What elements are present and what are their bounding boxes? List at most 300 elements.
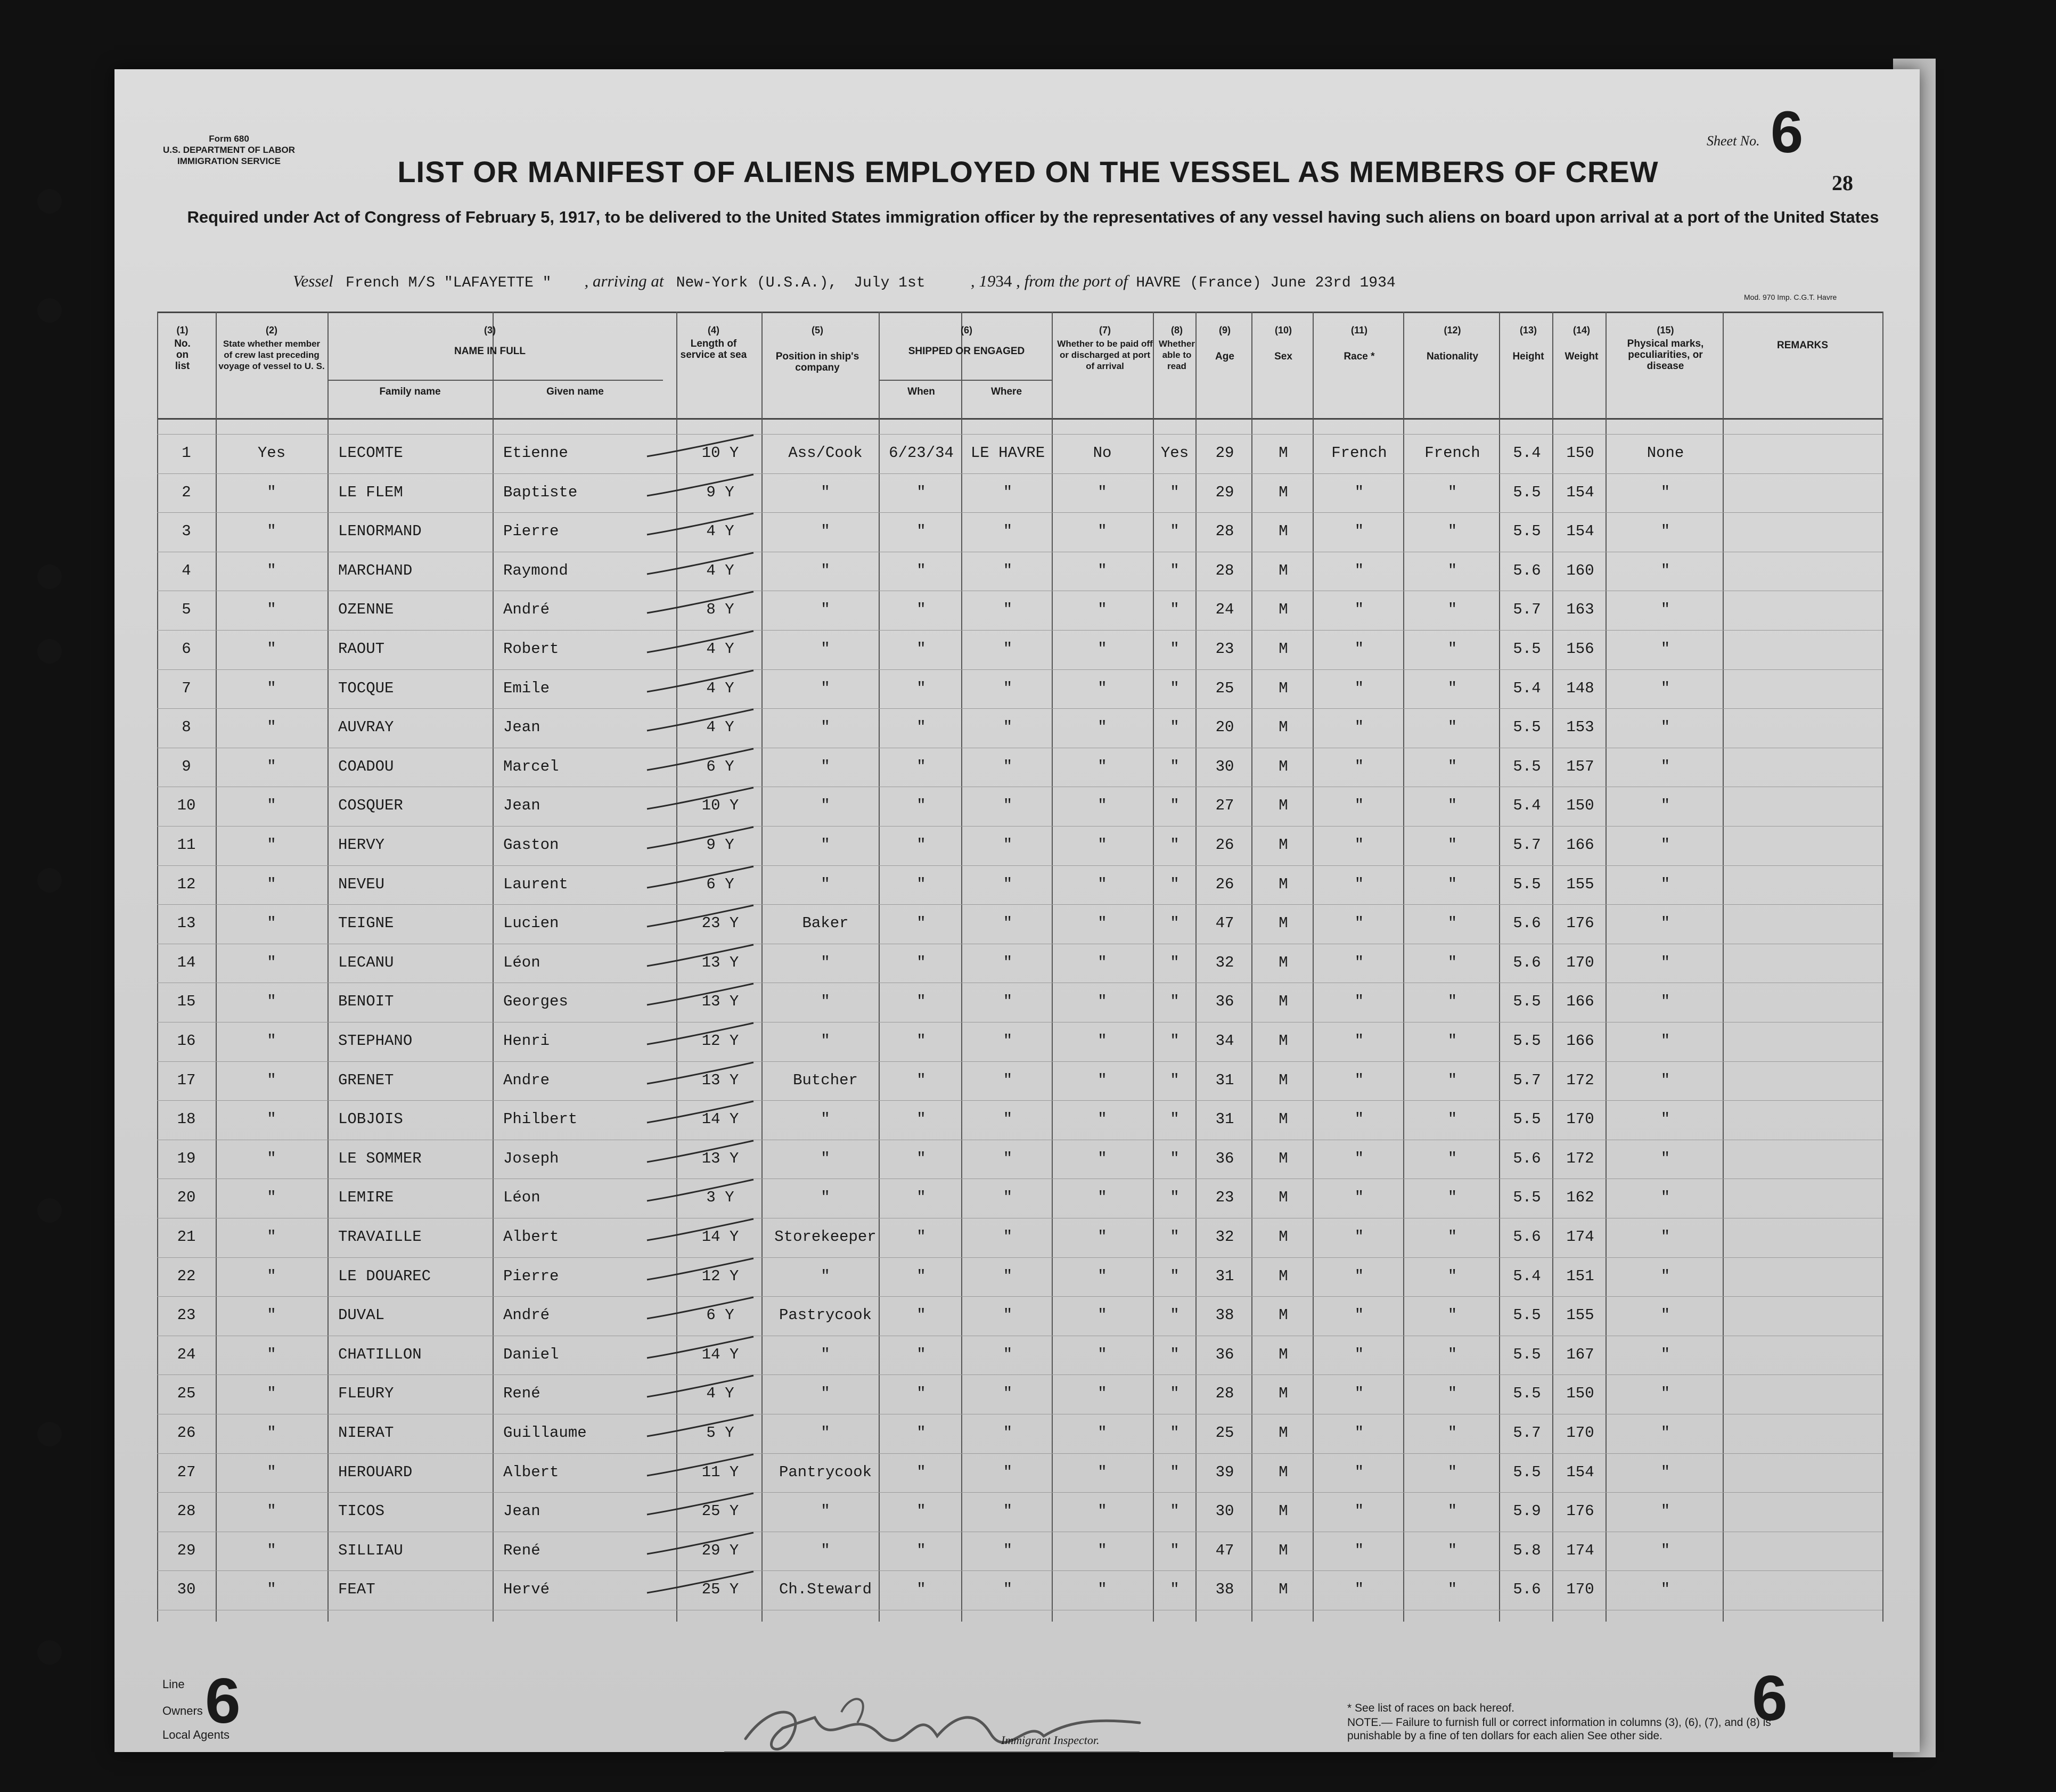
cell-paid-off: " — [1097, 1071, 1107, 1089]
cell-sex: M — [1279, 1345, 1288, 1363]
cell-able-to-read: " — [1170, 1541, 1179, 1559]
header-position: (5) Position in ship's company — [775, 325, 859, 373]
cell-able-to-read: " — [1170, 483, 1179, 501]
cell-race: " — [1354, 483, 1364, 501]
cell-shipped-where: " — [1003, 679, 1013, 697]
cell-family-name: LEMIRE — [338, 1189, 394, 1207]
cell-physical-marks: " — [1660, 561, 1670, 579]
cell-paid-off: " — [1097, 1306, 1107, 1324]
cell-able-to-read: " — [1170, 797, 1179, 815]
cell-able-to-read: " — [1170, 993, 1179, 1011]
inspector-label: Immigrant Inspector. — [1001, 1733, 1100, 1747]
cell-weight: 166 — [1566, 836, 1594, 854]
cell-length-of-service: 14 Y — [701, 1110, 739, 1128]
cell-row-number: 5 — [182, 601, 191, 619]
cell-paid-off: " — [1097, 1228, 1107, 1246]
cell-weight: 170 — [1566, 953, 1594, 971]
cell-age: 23 — [1215, 1189, 1234, 1207]
cell-given-name: Pierre — [503, 522, 559, 541]
cell-physical-marks: " — [1660, 1267, 1670, 1285]
line-label: Line — [162, 1678, 185, 1691]
cell-age: 34 — [1215, 1032, 1234, 1050]
header-able-to-read: (8) Whether able to read — [1159, 325, 1195, 371]
cell-age: 36 — [1215, 993, 1234, 1011]
cell-height: 5.7 — [1513, 601, 1541, 619]
cell-family-name: TRAVAILLE — [338, 1228, 422, 1246]
sheet-number: 6 — [1771, 100, 1804, 165]
cell-length-of-service: 5 Y — [706, 1424, 734, 1442]
cell-last-voyage: " — [267, 1267, 276, 1285]
cell-race: " — [1354, 522, 1364, 541]
cell-last-voyage: " — [267, 1306, 276, 1324]
cell-height: 5.7 — [1513, 836, 1541, 854]
cell-race: " — [1354, 953, 1364, 971]
cell-physical-marks: " — [1660, 718, 1670, 737]
cell-last-voyage: " — [267, 914, 276, 932]
cell-sex: M — [1279, 875, 1288, 893]
cell-given-name: Baptiste — [503, 483, 578, 501]
cell-paid-off: " — [1097, 914, 1107, 932]
cell-age: 47 — [1215, 914, 1234, 932]
cell-weight: 150 — [1566, 797, 1594, 815]
cell-race: " — [1354, 1032, 1364, 1050]
cell-shipped-where: " — [1003, 1541, 1013, 1559]
cell-race: " — [1354, 1502, 1364, 1520]
cell-length-of-service: 6 Y — [706, 757, 734, 775]
cell-age: 28 — [1215, 561, 1234, 579]
cell-weight: 170 — [1566, 1424, 1594, 1442]
cell-physical-marks: None — [1647, 444, 1684, 462]
cell-length-of-service: 12 Y — [701, 1032, 739, 1050]
cell-last-voyage: " — [267, 1581, 276, 1599]
cell-family-name: AUVRAY — [338, 718, 394, 737]
cell-race: " — [1354, 718, 1364, 737]
cell-race: " — [1354, 1385, 1364, 1403]
cell-age: 28 — [1215, 1385, 1234, 1403]
cell-age: 29 — [1215, 444, 1234, 462]
cell-shipped-when: " — [916, 1189, 926, 1207]
check-mark-icon — [642, 1215, 759, 1247]
cell-able-to-read: " — [1170, 1071, 1179, 1089]
cell-given-name: Andre — [503, 1071, 550, 1089]
check-mark-icon — [642, 1058, 759, 1090]
check-mark-icon — [642, 1371, 759, 1403]
cell-weight: 150 — [1566, 444, 1594, 462]
check-mark-icon — [642, 705, 759, 737]
cell-sex: M — [1279, 522, 1288, 541]
cell-family-name: CHATILLON — [338, 1345, 422, 1363]
cell-paid-off: " — [1097, 718, 1107, 737]
cell-sex: M — [1279, 757, 1288, 775]
cell-last-voyage: " — [267, 561, 276, 579]
cell-sex: M — [1279, 797, 1288, 815]
cell-height: 5.6 — [1513, 561, 1541, 579]
cell-height: 5.5 — [1513, 1189, 1541, 1207]
cell-position: " — [821, 1502, 830, 1520]
punch-hole — [37, 1422, 62, 1446]
cell-given-name: Raymond — [503, 561, 568, 579]
cell-race: " — [1354, 757, 1364, 775]
check-mark-icon — [642, 783, 759, 815]
cell-row-number: 14 — [177, 953, 196, 971]
cell-position: " — [821, 1345, 830, 1363]
cell-family-name: LE DOUAREC — [338, 1267, 431, 1285]
cell-last-voyage: " — [267, 797, 276, 815]
cell-age: 32 — [1215, 1228, 1234, 1246]
cell-height: 5.7 — [1513, 1071, 1541, 1089]
cell-row-number: 13 — [177, 914, 196, 932]
cell-given-name: Lucien — [503, 914, 559, 932]
cell-family-name: NIERAT — [338, 1424, 394, 1442]
check-mark-icon — [642, 862, 759, 894]
cell-able-to-read: " — [1170, 1385, 1179, 1403]
check-mark-icon — [642, 744, 759, 776]
cell-nationality: " — [1447, 1149, 1457, 1167]
cell-weight: 162 — [1566, 1189, 1594, 1207]
cell-position: " — [821, 1541, 830, 1559]
cell-length-of-service: 4 Y — [706, 718, 734, 737]
cell-physical-marks: " — [1660, 601, 1670, 619]
cell-sex: M — [1279, 1541, 1288, 1559]
cell-paid-off: " — [1097, 1032, 1107, 1050]
cell-family-name: HERVY — [338, 836, 385, 854]
cell-physical-marks: " — [1660, 797, 1670, 815]
cell-able-to-read: " — [1170, 1463, 1179, 1481]
year-label: , 19 — [970, 272, 996, 290]
cell-paid-off: " — [1097, 1581, 1107, 1599]
cell-last-voyage: " — [267, 1463, 276, 1481]
cell-row-number: 12 — [177, 875, 196, 893]
cell-height: 5.5 — [1513, 1306, 1541, 1324]
cell-able-to-read: " — [1170, 757, 1179, 775]
header-weight: (14) Weight — [1564, 325, 1599, 362]
cell-given-name: Jean — [503, 718, 540, 737]
cell-shipped-when: " — [916, 1149, 926, 1167]
cell-sex: M — [1279, 1385, 1288, 1403]
cell-nationality: " — [1447, 1345, 1457, 1363]
inspector-signature — [724, 1685, 1150, 1760]
cell-given-name: Daniel — [503, 1345, 559, 1363]
cell-able-to-read: " — [1170, 561, 1179, 579]
cell-nationality: " — [1447, 561, 1457, 579]
cell-row-number: 4 — [182, 561, 191, 579]
cell-length-of-service: 10 Y — [701, 797, 739, 815]
cell-sex: M — [1279, 1581, 1288, 1599]
cell-shipped-where: " — [1003, 1228, 1013, 1246]
cell-paid-off: " — [1097, 1267, 1107, 1285]
cell-paid-off: " — [1097, 601, 1107, 619]
cell-position: " — [821, 1189, 830, 1207]
cell-able-to-read: " — [1170, 836, 1179, 854]
header-physical-marks: (15) Physical marks, peculiarities, or disease — [1627, 325, 1704, 372]
cell-shipped-where: " — [1003, 993, 1013, 1011]
cell-nationality: " — [1447, 1189, 1457, 1207]
header-last-voyage: (2) State whether member of crew last preceding voyage of vessel to U. S. — [218, 325, 325, 371]
check-mark-icon — [642, 1019, 759, 1051]
cell-height: 5.5 — [1513, 1032, 1541, 1050]
cell-shipped-when: " — [916, 561, 926, 579]
cell-nationality: " — [1447, 522, 1457, 541]
cell-position: " — [821, 875, 830, 893]
cell-length-of-service: 14 Y — [701, 1345, 739, 1363]
cell-sex: M — [1279, 1071, 1288, 1089]
cell-physical-marks: " — [1660, 1502, 1670, 1520]
cell-race: " — [1354, 797, 1364, 815]
cell-shipped-when: " — [916, 640, 926, 658]
cell-age: 27 — [1215, 797, 1234, 815]
page-title: LIST OR MANIFEST OF ALIENS EMPLOYED ON THE VESSEL AS MEMBERS OF CREW — [397, 155, 1659, 189]
cell-last-voyage: " — [267, 483, 276, 501]
cell-shipped-when: " — [916, 1581, 926, 1599]
cell-physical-marks: " — [1660, 522, 1670, 541]
cell-race: " — [1354, 640, 1364, 658]
cell-physical-marks: " — [1660, 1306, 1670, 1324]
year: 34 — [995, 272, 1012, 290]
cell-length-of-service: 9 Y — [706, 483, 734, 501]
cell-length-of-service: 6 Y — [706, 875, 734, 893]
cell-height: 5.5 — [1513, 993, 1541, 1011]
cell-race: " — [1354, 1306, 1364, 1324]
cell-last-voyage: " — [267, 1071, 276, 1089]
vessel-line — [293, 272, 1396, 291]
arriving-label: , arriving at — [584, 272, 664, 290]
header-family-name: Family name — [379, 386, 441, 397]
header-remarks: REMARKS — [1776, 340, 1829, 351]
check-mark-icon — [642, 1528, 759, 1560]
cell-given-name: Jean — [503, 797, 540, 815]
cell-given-name: Joseph — [503, 1149, 559, 1167]
cell-shipped-when: " — [916, 993, 926, 1011]
vessel-name: French M/S "LAFAYETTE " — [346, 275, 552, 291]
check-mark-icon — [642, 1332, 759, 1364]
cell-height: 5.6 — [1513, 1149, 1541, 1167]
cell-family-name: OZENNE — [338, 601, 394, 619]
cell-row-number: 7 — [182, 679, 191, 697]
cell-physical-marks: " — [1660, 914, 1670, 932]
cell-paid-off: " — [1097, 522, 1107, 541]
cell-able-to-read: " — [1170, 875, 1179, 893]
header-paid-off: (7) Whether to be paid off or discharged at port of arrival — [1057, 325, 1153, 371]
cell-length-of-service: 13 Y — [701, 993, 739, 1011]
cell-age: 24 — [1215, 601, 1234, 619]
cell-shipped-when: " — [916, 1502, 926, 1520]
check-mark-icon — [642, 1411, 759, 1443]
cell-nationality: " — [1447, 797, 1457, 815]
cell-height: 5.6 — [1513, 953, 1541, 971]
cell-paid-off: " — [1097, 1385, 1107, 1403]
cell-shipped-when: " — [916, 1385, 926, 1403]
cell-position: " — [821, 1032, 830, 1050]
cell-shipped-when: 6/23/34 — [889, 444, 954, 462]
cell-physical-marks: " — [1660, 1424, 1670, 1442]
cell-last-voyage: " — [267, 1228, 276, 1246]
cell-paid-off: " — [1097, 1424, 1107, 1442]
cell-physical-marks: " — [1660, 1581, 1670, 1599]
check-mark-icon — [642, 1489, 759, 1521]
cell-paid-off: " — [1097, 640, 1107, 658]
cell-last-voyage: " — [267, 1110, 276, 1128]
cell-shipped-when: " — [916, 522, 926, 541]
cell-shipped-where: " — [1003, 797, 1013, 815]
cell-row-number: 28 — [177, 1502, 196, 1520]
cell-paid-off: " — [1097, 1502, 1107, 1520]
cell-nationality: " — [1447, 1267, 1457, 1285]
cell-shipped-where: " — [1003, 1189, 1013, 1207]
cell-physical-marks: " — [1660, 836, 1670, 854]
cell-paid-off: " — [1097, 1110, 1107, 1128]
header-name-in-full: (3) NAME IN FULL — [454, 325, 526, 357]
cell-age: 32 — [1215, 953, 1234, 971]
cell-nationality: " — [1447, 1228, 1457, 1246]
cell-paid-off: " — [1097, 953, 1107, 971]
cell-paid-off: " — [1097, 679, 1107, 697]
cell-row-number: 24 — [177, 1345, 196, 1363]
cell-age: 36 — [1215, 1345, 1234, 1363]
cell-height: 5.4 — [1513, 679, 1541, 697]
cell-position: " — [821, 718, 830, 737]
cell-sex: M — [1279, 718, 1288, 737]
cell-race: " — [1354, 1345, 1364, 1363]
cell-able-to-read: " — [1170, 1267, 1179, 1285]
cell-shipped-where: " — [1003, 483, 1013, 501]
check-mark-icon — [642, 1254, 759, 1286]
cell-weight: 155 — [1566, 1306, 1594, 1324]
cell-given-name: Laurent — [503, 875, 568, 893]
cell-family-name: LECANU — [338, 953, 394, 971]
punch-hole — [37, 564, 62, 589]
cell-height: 5.6 — [1513, 914, 1541, 932]
cell-height: 5.5 — [1513, 1385, 1541, 1403]
cell-shipped-where: " — [1003, 1424, 1013, 1442]
cell-sex: M — [1279, 836, 1288, 854]
from-port: HAVRE (France) June 23rd 1934 — [1136, 275, 1396, 291]
cell-age: 20 — [1215, 718, 1234, 737]
cell-able-to-read: " — [1170, 601, 1179, 619]
punch-hole — [37, 298, 62, 323]
cell-position: " — [821, 561, 830, 579]
cell-shipped-where: " — [1003, 1385, 1013, 1403]
check-mark-icon — [642, 549, 759, 580]
cell-shipped-when: " — [916, 1110, 926, 1128]
cell-weight: 172 — [1566, 1071, 1594, 1089]
cell-weight: 170 — [1566, 1581, 1594, 1599]
cell-position: " — [821, 640, 830, 658]
cell-length-of-service: 25 Y — [701, 1502, 739, 1520]
cell-age: 25 — [1215, 1424, 1234, 1442]
cell-able-to-read: " — [1170, 1424, 1179, 1442]
cell-nationality: " — [1447, 836, 1457, 854]
cell-family-name: COSQUER — [338, 797, 403, 815]
check-mark-icon — [642, 587, 759, 619]
cell-position: Storekeeper — [774, 1228, 877, 1246]
cell-able-to-read: Yes — [1160, 444, 1189, 462]
cell-age: 30 — [1215, 1502, 1234, 1520]
check-mark-icon — [642, 1567, 759, 1599]
cell-nationality: " — [1447, 993, 1457, 1011]
cell-able-to-read: " — [1170, 1149, 1179, 1167]
cell-given-name: René — [503, 1541, 540, 1559]
header-when: When — [907, 386, 935, 397]
cell-last-voyage: " — [267, 1032, 276, 1050]
cell-row-number: 20 — [177, 1189, 196, 1207]
service: IMMIGRATION SERVICE — [177, 156, 281, 166]
cell-shipped-where: " — [1003, 1110, 1013, 1128]
cell-nationality: " — [1447, 483, 1457, 501]
cell-shipped-when: " — [916, 953, 926, 971]
cell-given-name: Emile — [503, 679, 550, 697]
cell-weight: 166 — [1566, 1032, 1594, 1050]
cell-paid-off: " — [1097, 1345, 1107, 1363]
cell-race: " — [1354, 1541, 1364, 1559]
cell-last-voyage: " — [267, 757, 276, 775]
cell-paid-off: " — [1097, 993, 1107, 1011]
cell-shipped-where: " — [1003, 836, 1013, 854]
cell-able-to-read: " — [1170, 522, 1179, 541]
cell-family-name: GRENET — [338, 1071, 394, 1089]
cell-age: 31 — [1215, 1110, 1234, 1128]
cell-physical-marks: " — [1660, 1385, 1670, 1403]
cell-last-voyage: " — [267, 1149, 276, 1167]
cell-given-name: René — [503, 1385, 540, 1403]
cell-weight: 170 — [1566, 1110, 1594, 1128]
cell-age: 31 — [1215, 1267, 1234, 1285]
cell-given-name: Albert — [503, 1463, 559, 1481]
cell-sex: M — [1279, 1032, 1288, 1050]
cell-length-of-service: 4 Y — [706, 640, 734, 658]
cell-weight: 163 — [1566, 601, 1594, 619]
cell-shipped-when: " — [916, 1463, 926, 1481]
cell-height: 5.7 — [1513, 1424, 1541, 1442]
cell-weight: 174 — [1566, 1228, 1594, 1246]
check-mark-icon — [642, 901, 759, 933]
cell-age: 26 — [1215, 875, 1234, 893]
header-shipped-or-engaged: (6) SHIPPED OR ENGAGED — [908, 325, 1025, 357]
cell-height: 5.5 — [1513, 1110, 1541, 1128]
cell-position: " — [821, 1424, 830, 1442]
cell-nationality: " — [1447, 914, 1457, 932]
cell-age: 39 — [1215, 1463, 1234, 1481]
cell-family-name: RAOUT — [338, 640, 385, 658]
cell-nationality: " — [1447, 1502, 1457, 1520]
cell-weight: 154 — [1566, 522, 1594, 541]
cell-race: " — [1354, 1110, 1364, 1128]
cell-length-of-service: 13 Y — [701, 1149, 739, 1167]
cell-last-voyage: " — [267, 1189, 276, 1207]
cell-shipped-where: " — [1003, 640, 1013, 658]
cell-age: 29 — [1215, 483, 1234, 501]
cell-shipped-when: " — [916, 601, 926, 619]
cell-height: 5.4 — [1513, 797, 1541, 815]
cell-weight: 176 — [1566, 914, 1594, 932]
check-mark-icon — [642, 431, 759, 463]
cell-weight: 176 — [1566, 1502, 1594, 1520]
cell-race: " — [1354, 1424, 1364, 1442]
cell-row-number: 21 — [177, 1228, 196, 1246]
cell-length-of-service: 12 Y — [701, 1267, 739, 1285]
punch-hole — [37, 1198, 62, 1223]
cell-family-name: BENOIT — [338, 993, 394, 1011]
cell-last-voyage: " — [267, 640, 276, 658]
cell-shipped-when: " — [916, 1267, 926, 1285]
cell-given-name: André — [503, 1306, 550, 1324]
cell-able-to-read: " — [1170, 953, 1179, 971]
cell-row-number: 17 — [177, 1071, 196, 1089]
fine-note: NOTE.— Failure to furnish full or correct information in columns (3), (6), (7), and (8) is punishable by a fine of ten dollars for each alien See other side. — [1347, 1716, 1771, 1742]
cell-row-number: 23 — [177, 1306, 196, 1324]
cell-position: " — [821, 601, 830, 619]
cell-family-name: MARCHAND — [338, 561, 413, 579]
header-length-of-service: (4) Length of service at sea — [680, 325, 747, 361]
